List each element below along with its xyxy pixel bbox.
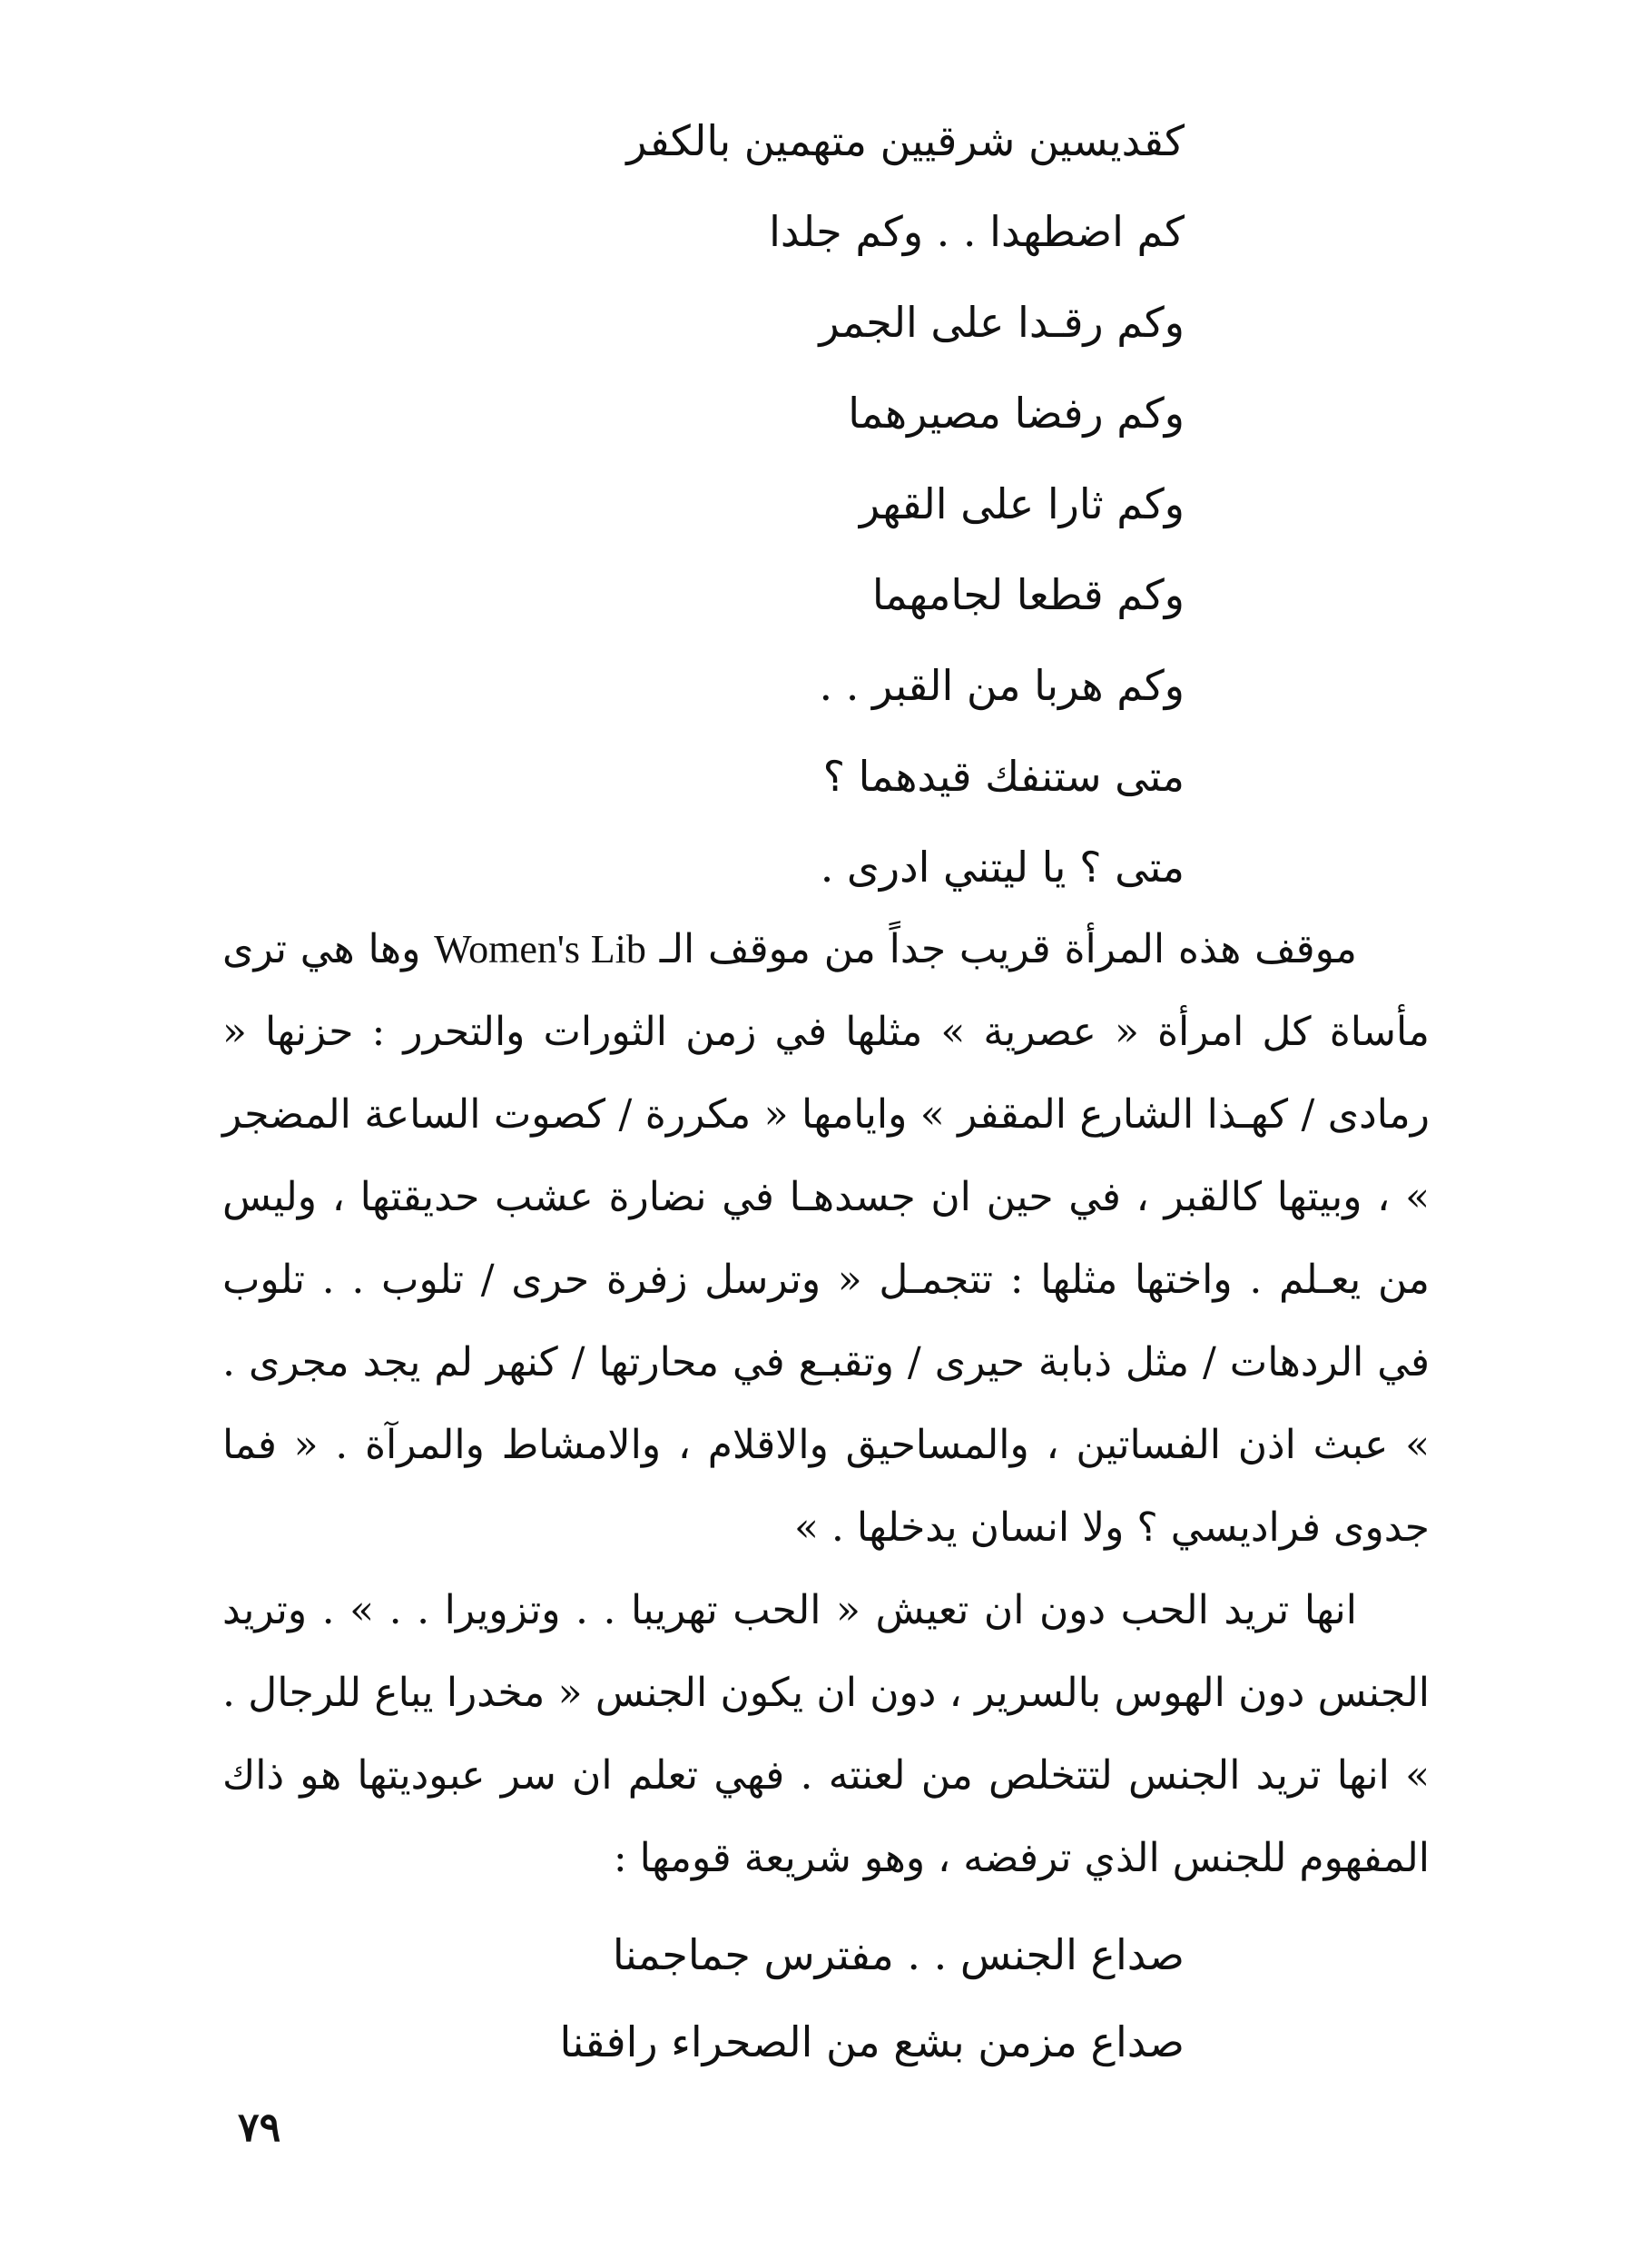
paragraph bbox=[222, 908, 1430, 1569]
poem-stanza-top bbox=[368, 95, 1185, 912]
page-number: ٧٩ bbox=[238, 2105, 281, 2151]
poem-line: صداع مزمن بشع من الصحراء رافقنا bbox=[559, 2017, 1185, 2066]
prose-body bbox=[222, 908, 1430, 1899]
paragraph: انها تريد الحب دون ان تعيش « الحب تهريبا . . وتزويرا . . » . وتريد الجنس دون الهوس بالسرير ، دون ان يكون الجنس « مخدرا يباع للرجال . » انها تريد الجنس لتتخلص من لعنته . فهي تعلم ان سر عبوديتها هو ذاك المفهوم للجنس الذي ترفضه ، وهو شريعة قومها : bbox=[222, 1587, 1430, 1881]
poem-line: متى ؟ يا ليتني ادرى . bbox=[820, 843, 1185, 892]
poem-line: كقديسين شرقيين متهمين بالكفر bbox=[626, 116, 1185, 165]
poem-line: متى ستنفك قيدهما ؟ bbox=[822, 752, 1185, 801]
poem-line: صداع الجنس . . مفترس جماجمنا bbox=[612, 1930, 1185, 1979]
poem-line: كم اضطهدا . . وكم جلدا bbox=[769, 207, 1185, 256]
poem-line: وكم قطعا لجامهما bbox=[871, 570, 1185, 619]
poem-line: وكم رقـدا على الجمر bbox=[819, 298, 1185, 347]
latin-term: Women's Lib bbox=[434, 927, 646, 971]
poem-line: وكم هربا من القبر . . bbox=[819, 661, 1185, 710]
poem-stanza-bottom bbox=[368, 1911, 1185, 2085]
poem-line: وكم رفضا مصيرهما bbox=[848, 389, 1185, 438]
paragraph-text: موقف هذه المرأة قريب جداً من موقف الـ bbox=[659, 926, 1357, 972]
paragraph-text: وها هي ترى مأساة كل امرأة « عصرية » مثلها في زمن الثورات والتحرر : حزنها « رمادى / كهـذا الشارع المقفر » وايامها « مكررة / كصوت الساعة المضجر » ، وبيتها كالقبر ، في حين ان جسدهـا في نضارة عشب حديقتها ، وليس من يعـلم . واختها مثلها : تتجمـل « وترسل زفرة حرى / تلوب . . تلوب في الردهات / مثل ذبابة حيرى / وتقبـع في محارتها / كنهر لم يجد مجرى . » عبث اذن الفساتين ، والمساحيق والاقلام ، والامشاط والمرآة . « فما جدوى فراديسي ؟ ولا انسان يدخلها . » bbox=[222, 926, 1430, 1551]
poem-line: وكم ثارا على القهر bbox=[859, 479, 1185, 528]
